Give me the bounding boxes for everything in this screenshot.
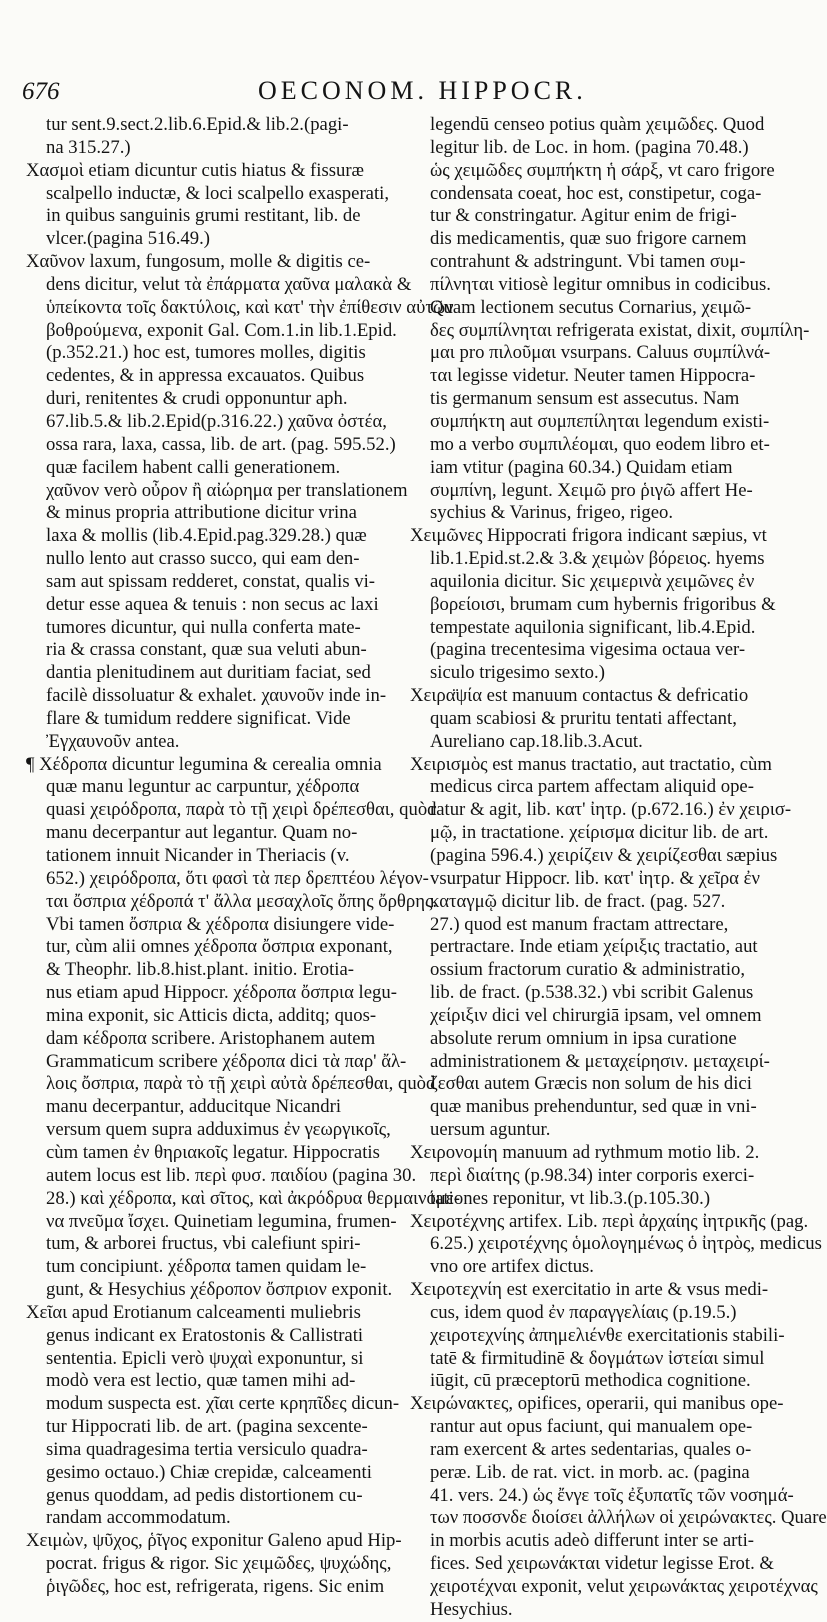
text-line: pertractare. Inde etiam χείριξις tractatio, aut (430, 936, 758, 958)
text-line: fices. Sed χειρωνάκται videtur legisse Erot. & (430, 1553, 774, 1575)
text-line: sententia. Epicli verò ψυχαὶ exponuntur, si (46, 1347, 364, 1369)
text-line: & Theophr. lib.8.hist.plant. initio. Erotia- (46, 959, 354, 981)
text-line: quasi χειρόδροπα, παρὰ τὸ τῇ χειρὶ δρέπεσθαι, quòd (46, 799, 437, 821)
text-line: tum, & arborei fructus, vbi calefiunt spiri- (46, 1233, 361, 1255)
text-line: tum concipiunt. χέδροπα tamen quidam le- (46, 1256, 367, 1278)
text-line: condensata coeat, hoc est, constipetur, coga- (430, 182, 762, 204)
text-line: lib.1.Epid.st.2.& 3.& χειμὼν βόρειος. hyems (430, 548, 765, 570)
text-line: administrationem & μεταχείρησιν. μεταχειρί- (430, 1050, 770, 1072)
text-line: Hesychius. (430, 1598, 513, 1620)
text-line: flare & tumidum reddere significat. Vide (46, 707, 351, 729)
text-line: Χειμὼν, ψῦχος, ῥῖγος exponitur Galeno apud Hip- (26, 1530, 402, 1552)
text-line: duri, renitentes & crudi opponuntur aph. (46, 388, 348, 410)
text-line: mo a verbo συμπιλέομαι, quo eodem libro et- (430, 433, 770, 455)
text-line: ossium fractorum curatio & administratio, (430, 959, 746, 981)
text-line: ζεσθαι autem Græcis non solum de his dici (430, 1073, 752, 1095)
text-line: tur, cùm alii omnes χέδροπα ὄσπρια exponant, (46, 936, 393, 958)
text-line: 28.) καὶ χέδροπα, καὶ σῖτος, καὶ ἀκρόδρυα θερμαινόμε- (46, 1187, 460, 1209)
text-line: medicus circa partem affectam aliquid ope- (430, 776, 754, 798)
text-line: genus indicant ex Eratostonis & Callistrati (46, 1324, 364, 1346)
text-line: peræ. Lib. de rat. vict. in morb. ac. (pagina (430, 1461, 750, 1483)
text-line: gesimo octauo.) Chiæ crepidæ, calceamenti (46, 1461, 372, 1483)
text-line: genus quoddam, ad pedis distortionem cu- (46, 1484, 363, 1506)
text-line: ται ὄσπρια χέδροπά τ' ἄλλα μεσαχλοῖς ὄπης ὄρθρης. (46, 890, 438, 912)
text-line: vno ore artifex dictus. (430, 1256, 594, 1278)
text-line: δες συμπίλνηται refrigerata existat, dixit, συμπίλη- (430, 319, 810, 341)
right-column (410, 114, 827, 1622)
text-line: quæ facilem habent calli generationem. (46, 456, 341, 478)
text-line: dens dicitur, velut τὰ ἐπάρματα χαῦνα μαλακὰ & (46, 273, 412, 295)
text-line: Χεῖαι apud Erotianum calceamenti muliebris (26, 1301, 361, 1323)
text-line: ῥιγῶδες, hoc est, refrigerata, rigens. Sic enim (46, 1576, 385, 1597)
text-line: cus, idem quod ἐν παραγγελίαις (p.19.5.) (430, 1301, 737, 1323)
text-line: περὶ διαίτης (p.98.34) inter corporis exerci- (430, 1164, 755, 1186)
page-number: 676 (22, 78, 60, 105)
text-line: βοθρούμενα, exponit Gal. Com.1.in lib.1.Epid. (46, 319, 397, 341)
text-line: συμπήκτη aut συμπεπίληται legendum existi- (430, 410, 770, 432)
text-line: absolute rerum omnium in ipsa curatione (430, 1027, 737, 1049)
text-line: μῷ, in tractatione. χείρισμα dicitur lib. de art. (430, 822, 769, 844)
text-line: quam scabiosi & pruritu tentati affectant, (430, 707, 737, 729)
text-line: πίλνηται vitiosè legitur omnibus in codicibus. (430, 273, 771, 295)
left-column (26, 114, 460, 1599)
text-line: μαι pro πιλοῦμαι vsurpans. Caluus συμπίλνά- (430, 342, 771, 364)
text-line: (pagina 596.4.) χειρίζειν & χειρίζεσθαι sæpius (430, 845, 778, 866)
text-line: modò vera est lectio, quæ tamen mihi ad- (46, 1370, 356, 1392)
text-line: συμπίνη, legunt. Χειμῶ pro ῥιγῶ affert He- (430, 479, 753, 501)
text-line: facilè dissoluatur & exhalet. χαυνοῦν inde in- (46, 685, 387, 707)
text-line: Χειρα̈ψία est manuum contactus & defricatio (410, 685, 749, 707)
text-line: Vbi tamen ὄσπρια & χέδροπα disiungere vide- (46, 913, 395, 935)
text-line: lib. de fract. (p.538.32.) vbi scribit Galenus (430, 982, 754, 1004)
text-line: na 315.27.) (46, 136, 131, 158)
text-line: Χειροτεχνίη est exercitatio in arte & vsus medi- (410, 1279, 769, 1301)
text-line: randam accommodatum. (46, 1507, 231, 1529)
text-line: gunt, & Hesychius χέδροπον ὄσπριον exponit. (46, 1279, 393, 1301)
text-line: dam κέδροπα scribere. Aristophanem autem (46, 1027, 376, 1049)
text-line: scalpello inductæ, & loci scalpello exasperati, (46, 182, 390, 204)
text-line: sima quadragesima tertia versiculo quadra- (46, 1438, 368, 1460)
text-line: ται legisse videtur. Neuter tamen Hippocra- (430, 365, 756, 387)
text-line: laxa & mollis (lib.4.Epid.pag.329.28.) quæ (46, 525, 367, 547)
text-line: contrahunt & adstringunt. Vbi tamen συμ- (430, 251, 746, 273)
text-line: ram exercent & artes sedentarias, quales o- (430, 1438, 752, 1460)
text-line: cedentes, & in appressa excauatos. Quibus (46, 365, 365, 387)
text-line: tatē & firmitudinē & δογμάτων ἰστείαι simul (430, 1347, 765, 1369)
text-line: Χειμῶνες Hippocrati frigora indicant sæpius, vt (410, 525, 767, 547)
text-line: ὑπείκοντα τοῖς δακτύλοις, καὶ κατ' τὴν ἐπίθεσιν αὐτῶν (46, 296, 454, 318)
text-line: χειροτέχναι exponit, velut χειρωνάκτας χειροτέχνας (430, 1576, 818, 1597)
text-line: & minus propria attributione dicitur vrina (46, 502, 357, 524)
text-line: των ποσσνδε διοίσει ἀλλήλων οἱ χειρώνακτες. Quare (430, 1507, 827, 1529)
text-line: uersum aguntur. (430, 1119, 551, 1141)
text-line: dantia plenitudinem aut duritiam faciat, sed (46, 662, 371, 684)
text-line: λοις ὄσπρια, παρὰ τὸ τῇ χειρὶ αὐτὰ δρέπεσθαι, quòd (46, 1073, 436, 1095)
text-line: 67.lib.5.& lib.2.Epid(p.316.22.) χαῦνα ὀστέα, (46, 410, 387, 432)
text-line: 6.25.) χειροτέχνης ὁμολογημένως ὁ ἰητρὸς, medicus (430, 1233, 822, 1255)
text-line: vlcer.(pagina 516.49.) (46, 228, 210, 250)
text-line: in quibus sanguinis grumi restitant, lib. de (46, 205, 361, 227)
text-line: ratur & agit, lib. κατ' ἰητρ. (p.672.16.) ἐν χειρισ- (430, 799, 792, 821)
text-line: (pagina trecentesima vigesima octaua ver- (430, 639, 746, 661)
text-line: manu decerpantur aut legantur. Quam no- (46, 822, 358, 844)
text-line: in morbis acutis adeò differunt inter se arti- (430, 1530, 754, 1552)
text-line: tempestate aquilonia significant, lib.4.Epid. (430, 616, 756, 638)
text-line: nus etiam apud Hippocr. χέδροπα ὄσπρια legu- (46, 982, 397, 1004)
text-line: modum suspecta est. χῖαι certe κρηπῖδες dicun- (46, 1393, 400, 1415)
text-line: nullo lento aut crasso succo, qui eam den- (46, 548, 360, 570)
text-line: ὡς χειμῶδες συμπήκτη ἡ σάρξ, vt caro frigore (430, 159, 775, 181)
text-line: tis germanum sensum est assecutus. Nam (430, 388, 740, 410)
text-line: iam vtitur (pagina 60.34.) Quidam etiam (430, 456, 733, 478)
text-line: tationes reponitur, vt lib.3.(p.105.30.) (430, 1187, 711, 1209)
text-line: Grammaticum scribere χέδροπα dici τὰ παρ' ἄλ- (46, 1050, 407, 1072)
text-line: versum quem supra adduximus ἐν γεωργικοῖς, (46, 1119, 391, 1141)
text-line: 41. vers. 24.) ὡς ἔνγε τοῖς ἐξυπατῖς τῶν νοσημά- (430, 1484, 794, 1506)
text-line: Χαῦνον laxum, fungosum, molle & digitis ce- (26, 251, 371, 273)
text-line: dis medicamentis, quæ suo frigore carnem (430, 228, 747, 250)
text-line: Χειρώνακτες, opifices, operarii, qui manibus ope- (410, 1393, 784, 1415)
text-line: manu decerpantur, adducitque Nicandri (46, 1096, 342, 1118)
text-line: quæ manu leguntur ac carpuntur, χέδροπα (46, 776, 360, 798)
text-line: tur sent.9.sect.2.lib.6.Epid.& lib.2.(pagi- (46, 114, 349, 135)
text-line: cùm tamen ἐν θηριακοῖς legatur. Hippocratis (46, 1141, 380, 1163)
text-line: Aureliano cap.18.lib.3.Acut. (430, 730, 643, 752)
text-line: legitur lib. de Loc. in hom. (pagina 70.48.) (430, 136, 749, 158)
text-line: sam aut spissam redderet, constat, qualis vi- (46, 570, 376, 592)
text-line: χειροτεχνίης ἀπημελιένθε exercitationis stabili- (430, 1324, 785, 1346)
text-line: tur Hippocrati lib. de art. (pagina sexcente- (46, 1416, 368, 1438)
text-line: Χειρονομίη manuum ad rythmum motio lib. 2. (410, 1141, 760, 1163)
text-line: Χασμοὶ etiam dicuntur cutis hiatus & fissuræ (26, 159, 365, 181)
text-line: tumores dicuntur, qui nulla conferta mate- (46, 616, 361, 638)
text-line: καταγμῷ dicitur lib. de fract. (pag. 527. (430, 890, 726, 912)
text-line: ¶ Χέδροπα dicuntur legumina & cerealia omnia (26, 753, 382, 775)
text-line: aquilonia dicitur. Sic χειμερινὰ χειμῶνες ἐν (430, 570, 755, 592)
text-line: pocrat. frigus & rigor. Sic χειμῶδες, ψυχώδης, (46, 1553, 392, 1575)
text-line: tur & constringatur. Agitur enim de frigi- (430, 205, 737, 227)
running-title: OECONOM. HIPPOCR. (258, 76, 587, 105)
text-line: vsurpatur Hippocr. lib. κατ' ἰητρ. & χεῖρα ἐν (430, 867, 760, 889)
text-line: sychius & Varinus, frigeo, rigeo. (430, 502, 674, 524)
text-line: βορείοισι, brumam cum hybernis frigoribus & (430, 593, 776, 615)
text-line: να πνεῦμα ἴσχει. Quinetiam legumina, frumen- (46, 1210, 397, 1232)
text-line: Χειροτέχνης artifex. Lib. περὶ ἀρχαίης ἰητρικῆς (pag. (410, 1210, 809, 1232)
text-line: (p.352.21.) hoc est, tumores molles, digitis (46, 342, 366, 364)
text-line: legendū censeo potius quàm χειμῶδες. Quod (430, 114, 765, 135)
text-line: χείριξιν dici vel chirurgiā ipsam, vel omnem (430, 1004, 762, 1026)
text-line: 652.) χειρόδροπα, ὅτι φασὶ τὰ περ δρεπτέου λέγον- (46, 867, 429, 889)
text-line: 27.) quod est manum fractam attrectare, (430, 913, 729, 935)
text-line: rantur aut opus faciunt, qui manualem ope- (430, 1416, 753, 1438)
text-line: ria & crassa constant, quæ sua veluti abun- (46, 639, 367, 661)
text-line: ossa rara, laxa, cassa, lib. de art. (pag. 595.52.) (46, 433, 396, 455)
text-line: Χειρισμὸς est manus tractatio, aut tractatio, cùm (410, 753, 772, 775)
text-line: tationem innuit Nicander in Theriacis (v. (46, 845, 350, 866)
text-line: χαῦνον verò οὖρον ἢ αἰώρημα per translationem (46, 479, 408, 501)
text-line: autem locus est lib. περὶ φυσ. παιδίου (pagina 30. (46, 1164, 417, 1186)
text-line: Quam lectionem secutus Cornarius, χειμῶ- (430, 296, 752, 318)
text-line: siculo trigesimo sexto.) (430, 662, 605, 684)
text-line: quæ manibus prehenduntur, sed quæ in vni- (430, 1096, 757, 1118)
text-line: Ἐγχαυνοῦν antea. (46, 730, 180, 752)
text-line: mina exponit, sic Atticis dicta, additq; quos- (46, 1004, 377, 1026)
text-line: iūgit, cū præceptorū methodica cognitione. (430, 1370, 751, 1392)
text-line: detur esse aquea & tenuis : non secus ac laxi (46, 593, 379, 615)
